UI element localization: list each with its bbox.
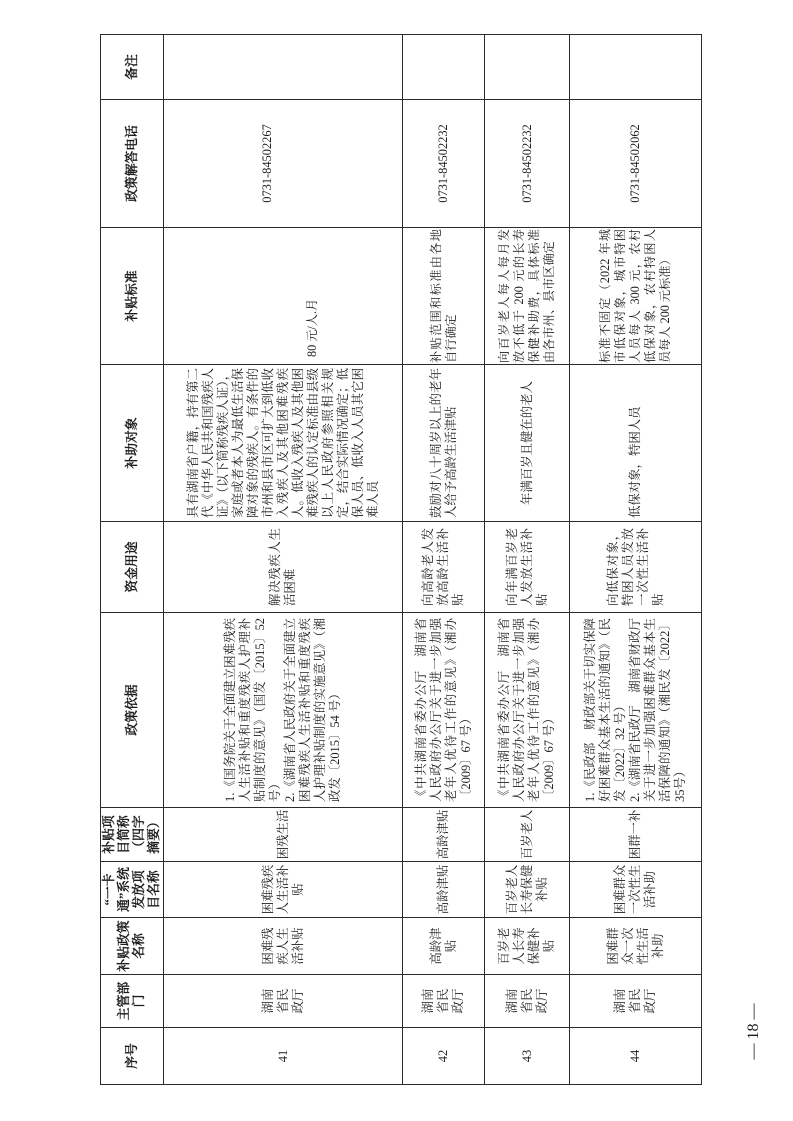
row-44-phone: 0731-84502062: [570, 100, 702, 228]
table-row: [403, 35, 485, 1085]
row-43-fund-use: 向年满百岁老人发放生活补贴: [485, 522, 570, 613]
header-phone: 政策解答电话: [101, 100, 164, 228]
row-42-target: 鼓励对八十周岁以上的老年人给予高龄生活津贴: [403, 365, 485, 522]
row-42-fund-use: 向高龄老人发放高龄生活补贴: [403, 522, 485, 613]
row-42-remarks: [403, 35, 485, 100]
row-43-standard: 向百岁老人每人每月发放不低于 200 元的长寿保健补助费，具体标准由各市州、县市区确定: [485, 228, 570, 365]
header-standard: 补贴标准: [101, 228, 164, 365]
header-remarks: 备注: [101, 35, 164, 100]
table-row: [164, 35, 403, 1085]
row-41-card-item-name: 困难残疾人生活补贴: [164, 862, 403, 918]
row-42-policy-basis-item-1: 《中共湖南省委办公厅 湖南省人民政府办公厅关于进一步加强老年人优待工作的意见》（湘办〔2009〕67 号）: [413, 618, 473, 802]
row-44-standard: 标准不固定（2022 年城市低保对象，城市特困人员每人 300 元，农村低保对象，农村特困人员每人 200 元标准）: [570, 228, 702, 365]
row-44-short-name: 困群一补: [570, 808, 702, 862]
row-43-department: 湖南省民政厅: [485, 975, 570, 1028]
row-44-policy-name: 困难群众一次性生活补助: [570, 918, 702, 975]
row-41-department: 湖南省民政厅: [164, 975, 403, 1028]
row-43-policy-name: 百岁老人长寿保健补贴: [485, 918, 570, 975]
header-policy-basis: 政策依据: [101, 613, 164, 808]
row-41-remarks: [164, 35, 403, 100]
table-row: [570, 35, 702, 1085]
row-44-policy-basis-item-1: 1.《民政部 财政部关于切实保障好困难群众基本生活的通知》（民发〔2022〕32 号）: [583, 618, 627, 802]
row-42-standard: 补贴范围和标准由各地自行确定: [403, 228, 485, 365]
row-43-card-item-name: 百岁老人长寿保健补贴: [485, 862, 570, 918]
row-42-seq: 42: [403, 1028, 485, 1085]
row-41-phone: 0731-84502267: [164, 100, 403, 228]
row-44-policy-basis: [570, 613, 702, 808]
row-41-policy-basis: [164, 613, 403, 808]
row-41-policy-basis-item-2: 2.《湖南省人民政府关于全面建立困难残疾人生活补贴和重度残疾人护理补贴制度的实施意见》（湘政发〔2015〕54 号）: [283, 618, 342, 802]
header-short-name: 补贴项目简称（四字摘要）: [101, 808, 164, 862]
row-42-card-item-name: 高龄津贴: [403, 862, 485, 918]
row-42-policy-basis: [403, 613, 485, 808]
row-43-seq: 43: [485, 1028, 570, 1085]
row-41-standard: 80 元/人.月: [164, 228, 403, 365]
page-number: — 18 —: [745, 1003, 762, 1060]
row-43-policy-basis-item-1: 《中共湖南省委办公厅 湖南省人民政府办公厅关于进一步加强老年人优待工作的意见》（湘办〔2009〕67 号）: [497, 618, 556, 802]
header-department: 主管部门: [101, 975, 164, 1028]
row-44-department: 湖南省民政厅: [570, 975, 702, 1028]
row-42-department: 湖南省民政厅: [403, 975, 485, 1028]
row-42-short-name: 高龄津贴: [403, 808, 485, 862]
table-row: [485, 35, 570, 1085]
row-43-remarks: [485, 35, 570, 100]
header-policy-name: 补贴政策名称: [101, 918, 164, 975]
row-41-seq: 41: [164, 1028, 403, 1085]
header-seq: 序号: [101, 1028, 164, 1085]
row-43-policy-basis: [485, 613, 570, 808]
row-43-short-name: 百岁老人: [485, 808, 570, 862]
row-42-phone: 0731-84502232: [403, 100, 485, 228]
row-44-policy-basis-item-2: 2.《湖南省民政厅 湖南省财政厅关于进一步加强困难群众基本生活保障的通知》（湘民发〔2022〕35号）: [628, 618, 687, 802]
row-44-seq: 44: [570, 1028, 702, 1085]
row-44-card-item-name: 困难群众一次性生活补助: [570, 862, 702, 918]
header-row: [101, 35, 164, 1085]
header-card-item-name: “一卡通”系统发放项目名称: [101, 862, 164, 918]
subsidy-policy-table: [100, 34, 702, 1085]
row-43-phone: 0731-84502232: [485, 100, 570, 228]
row-44-fund-use: 向低保对象，特困人员发放一次性生活补贴: [570, 522, 702, 613]
row-41-short-name: 困残生活: [164, 808, 403, 862]
row-41-target: 具有湖南省户籍，持有第二代《中华人民共和国残疾人证》（以下简称残疾人证），家庭或者本人为最低生活保障对象的残疾人。有条件的市州和县市区可扩大到低收入残疾人及其他困难残疾人。低收入残疾人及其他困难残疾人的认定标准由县级以上人民政府参照相关规定，结合实际情况确定；低保人员、低收入人员其它困难人员: [164, 365, 403, 522]
row-42-policy-name: 高龄津贴: [403, 918, 485, 975]
header-target: 补助对象: [101, 365, 164, 522]
row-41-fund-use: 解决残疾人生活困难: [164, 522, 403, 613]
row-41-policy-name: 困难残疾人生活补贴: [164, 918, 403, 975]
row-43-target: 年满百岁且健在的老人: [485, 365, 570, 522]
header-fund-use: 资金用途: [101, 522, 164, 613]
row-41-policy-basis-item-1: 1.《国务院关于全面建立困难残疾人生活补贴和重度残疾人护理补贴制度的意见》（国发〔2015〕52号）: [223, 618, 282, 802]
row-44-remarks: [570, 35, 702, 100]
row-44-target: 低保对象，特困人员: [570, 365, 702, 522]
